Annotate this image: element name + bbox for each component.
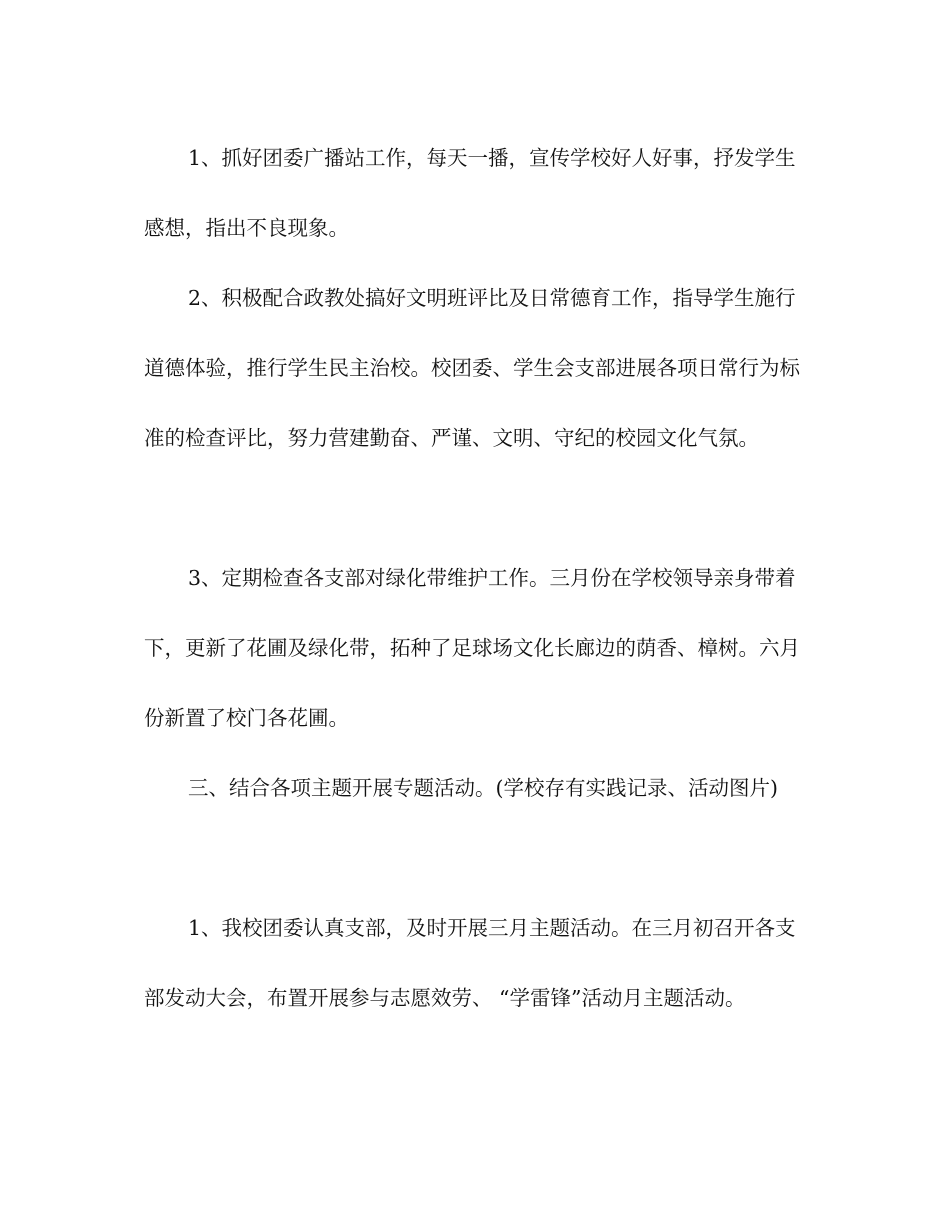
paragraph-moral-education: 2、积极配合政教处搞好文明班评比及日常德育工作，指导学生施行道德体验，推行学生民主治校。校团委、学生会支部进展各项日常行为标准的检查评比，努力营建勤奋、严谨、文明、守纪的校园文化气氛。 bbox=[144, 286, 800, 450]
paragraph-broadcast-station: 1、抓好团委广播站工作，每天一播，宣传学校好人好事，抒发学生感想，指出不良现象。 bbox=[144, 146, 796, 240]
section-heading-theme-activities: 三、结合各项主题开展专题活动。(学校存有实践记录、活动图片) bbox=[188, 776, 778, 800]
paragraph-march-activities: 1、我校团委认真支部，及时开展三月主题活动。在三月初召开各支部发动大会，布置开展参与志愿效劳、 “学雷锋”活动月主题活动。 bbox=[144, 916, 796, 1010]
paragraph-greenbelt-maintenance: 3、定期检查各支部对绿化带维护工作。三月份在学校领导亲身带着下，更新了花圃及绿化带，拓种了足球场文化长廊边的荫香、樟树。六月份新置了校门各花圃。 bbox=[144, 566, 800, 730]
